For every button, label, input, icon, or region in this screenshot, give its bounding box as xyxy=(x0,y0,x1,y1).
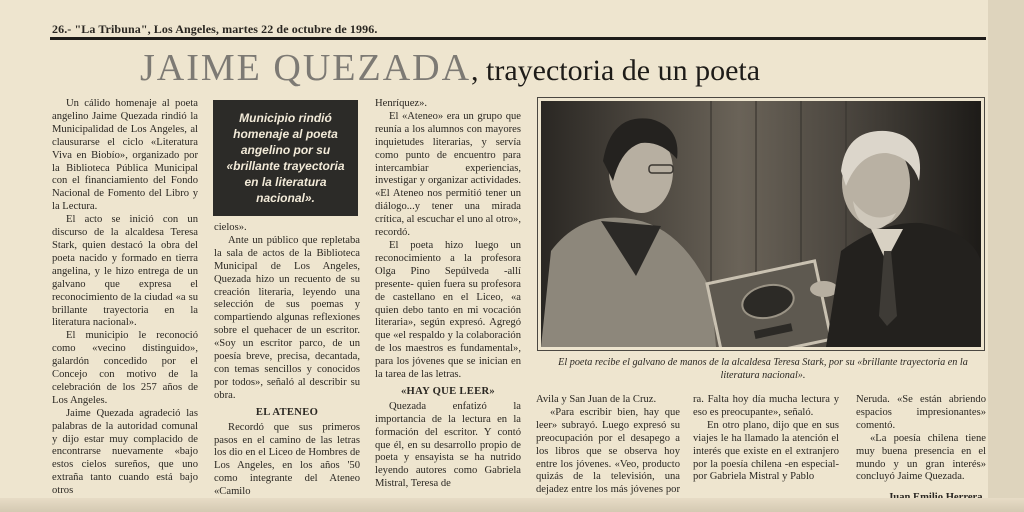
paragraph: Un cálido homenaje al poeta angelino Jaime Quezada rindió la Municipalidad de Los Angeles, al clausurarse el ciclo «Literatura Viva en Biobío», organizado por la Biblioteca Pública Municipal con el financiamiento del Fondo Nacional de Fomento del Libro y la Lectura. xyxy=(52,98,198,213)
photo-caption: El poeta recibe el galvano de manos de la alcaldesa Teresa Stark, por su «brillante trayectoria en la literatura nacional». xyxy=(558,357,968,381)
pull-quote-box xyxy=(213,100,358,216)
paragraph: Avila y San Juan de la Cruz. xyxy=(536,394,657,405)
article-column-3 xyxy=(375,98,521,506)
headline-rest: , trayectoria de un poeta xyxy=(471,54,761,87)
paragraph: Recordó que sus primeros pasos en el camino de las letras los dio en el Liceo de Hombres de Los Angeles, en los años '50 como integrante del Ateneo «Camilo xyxy=(214,421,360,498)
page-header: 26.- "La Tribuna", Los Angeles, martes 22 de octubre de 1996. xyxy=(52,22,378,36)
page-bottom-edge xyxy=(0,498,1024,512)
paragraph: ra. Falta hoy día mucha lectura y eso es preocupante», señaló. xyxy=(693,394,839,418)
paragraph: El «Ateneo» era un grupo que reunía a los alumnos con mayores inquietudes literarias, y servía como punto de encuentro para intercambiar experiencias, investigar y organizar actividades. «El Ateneo nos permitió tener un diálogo...y tener una mirada crítica, al escuchar el uno al otro», recordó. xyxy=(375,110,521,239)
article-column-5 xyxy=(693,394,839,506)
paragraph: Henríquez». xyxy=(375,98,428,109)
paragraph: El acto se inició con un discurso de la alcaldesa Teresa Stark, quien destacó la obra del poeta nacido y formado en tierra angelina, y le hizo entrega de un galvano que expresa el reconocimiento de la ciudad «a su brillante trayectoria en la literatura nacional». xyxy=(52,214,198,329)
headline-name: JAIME QUEZADA xyxy=(140,47,472,89)
article-column-2 xyxy=(214,222,360,506)
paragraph: «La poesía chilena tiene muy buena presencia en el mundo y un gran interés» concluyó Jaime Quezada. xyxy=(856,432,986,483)
article-column-1 xyxy=(52,98,198,506)
subheading-el-ateneo: EL ATENEO xyxy=(255,406,319,418)
page-edge xyxy=(988,0,1024,512)
paragraph: El poeta hizo luego un reconocimiento a la profesora Olga Pino Sepúlveda -allí presente- quien fuera su profesora de castellano en el Liceo, «a quien debo tanto en mi vocación literaria», según expresó. Agregó que «el respaldo y la colaboración de los maestros es fundamental», para los jóvenes que se inician en la tarea de las letras. xyxy=(375,239,521,381)
paragraph: Quezada enfatizó la importancia de la lectura en la formación del escritor. Y contó que él, en su desarrollo propio de poeta y ensayista se ha nutrido leyendo autores como Gabriela Mistral, Teresa de xyxy=(375,400,521,490)
paragraph: cielos». xyxy=(214,222,247,233)
paragraph: El municipio le reconoció como «vecino distinguido», galardón concedido por el Concejo con motivo de la celebración de los 257 años de Los Angeles. xyxy=(52,330,198,406)
news-photo xyxy=(541,101,981,347)
subheading-hay-que-leer: «HAY QUE LEER» xyxy=(400,385,496,397)
paragraph: Ante un público que repletaba la sala de actos de la Biblioteca Municipal de Los Angeles, Quezada hizo un recuento de su creación literaria, leyendo una selección de sus poemas y compartiendo algunas reflexiones sobre el quehacer de un escritor. «Soy un escritor parco, de un poesía breve, precisa, decantada, con temas sencillos y conocidos por todos», señaló al describir su obra. xyxy=(214,234,360,401)
headline xyxy=(140,46,760,90)
photo-illustration xyxy=(541,101,981,347)
header-rule xyxy=(50,37,986,40)
article-column-4 xyxy=(536,394,680,506)
pull-quote-text: Municipio rindió homenaje al poeta angelino por su «brillante trayectoria en la literatura nacional». xyxy=(226,111,345,205)
paragraph: «Para escribir bien, hay que leer» subrayó. Luego expresó su preocupación por el desapego a los libros que se observa hoy entre los jóvenes. «Veo, producto quizás de la televisión, una dejadez entre los más jóvenes por xyxy=(536,406,680,496)
paragraph: En otro plano, dijo que en sus viajes le ha llamado la atención el interés que existe en el extranjero por la poesía chilena -en especial- por Gabriela Mistral y Pablo xyxy=(693,419,839,483)
paragraph: Jaime Quezada agradeció las palabras de la autoridad comunal y dijo estar muy complacido de encontrarse nuevamente «bajo estos cielos sureños, que uno extraña tanto cuando está bajo otros xyxy=(52,407,198,497)
paragraph: Neruda. «Se están abriendo espacios impresionantes» comentó. xyxy=(856,394,986,431)
article-column-6 xyxy=(856,394,986,490)
